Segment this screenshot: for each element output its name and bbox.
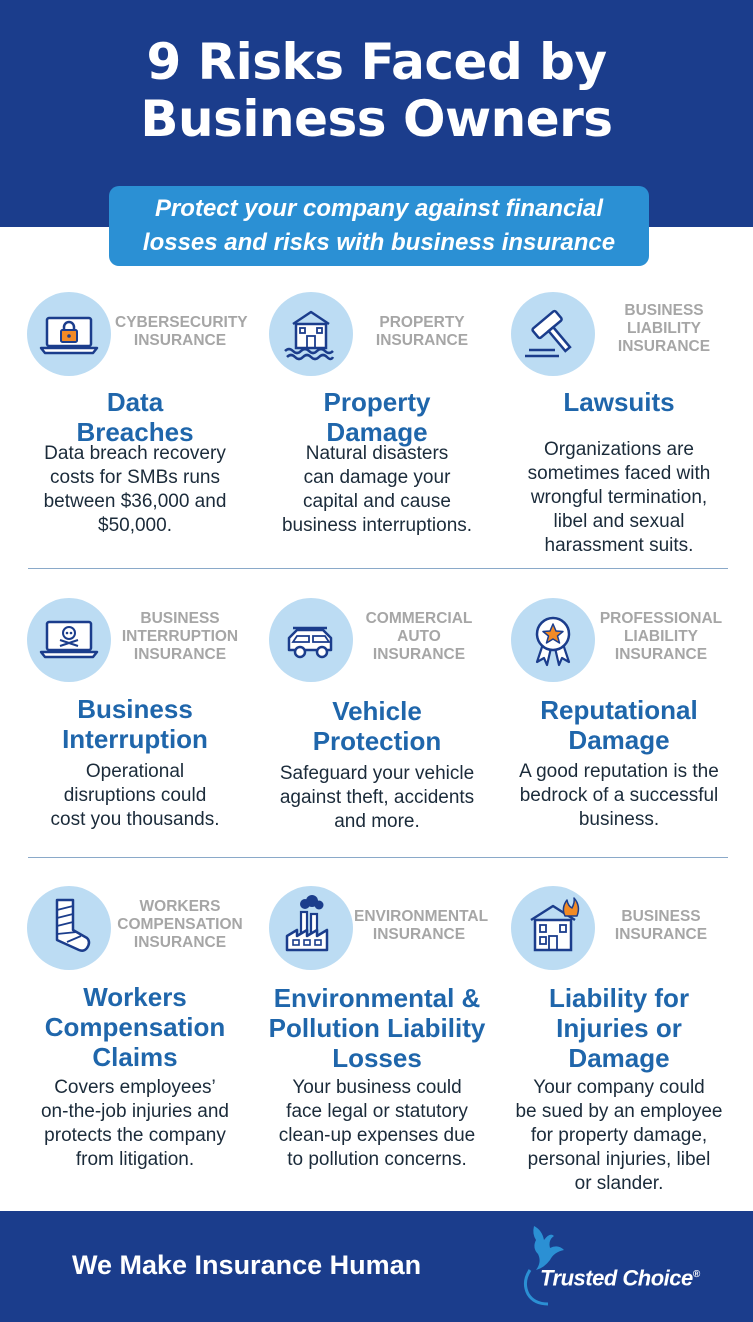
risk-title-line: Claims	[92, 1042, 178, 1072]
insurance-label-line: PROPERTY	[379, 314, 465, 331]
risk-description	[15, 442, 255, 538]
risk-title-line: Vehicle	[332, 696, 422, 726]
insurance-label-line: BUSINESS	[624, 302, 704, 319]
leg-cast-icon	[27, 886, 111, 970]
risk-description-line: Safeguard your vehicle	[279, 763, 475, 784]
risk-description-line: business interruptions.	[281, 515, 473, 536]
risk-title-line: Losses	[332, 1043, 422, 1073]
risk-card-environmental-pollution	[257, 886, 497, 1206]
insurance-label	[115, 314, 248, 350]
risk-description-line: Covers employees’	[54, 1077, 216, 1098]
risk-title-line: Protection	[312, 726, 442, 756]
risk-title-line: Liability for	[548, 983, 690, 1013]
risk-description-line: Data breach recovery	[44, 443, 226, 464]
risk-title-line: Environmental &	[273, 983, 481, 1013]
risk-description	[257, 1076, 497, 1172]
insurance-label-line: INSURANCE	[614, 926, 708, 943]
brand-name	[540, 1262, 700, 1291]
risk-title-line: Reputational	[540, 695, 698, 725]
insurance-label	[115, 898, 245, 952]
risk-title	[257, 387, 497, 447]
risk-card-property-damage	[257, 290, 497, 560]
insurance-label-line: INSURANCE	[375, 332, 469, 349]
insurance-label-line: BUSINESS	[140, 610, 220, 627]
insurance-label	[599, 302, 729, 356]
risk-description-line: for property damage,	[530, 1125, 708, 1146]
insurance-label-line: INSURANCE	[372, 646, 466, 663]
risk-title-line: Injuries or	[556, 1013, 682, 1043]
subtitle-line-2: losses and risks with business insurance	[142, 229, 616, 256]
risk-card-reputational-damage	[499, 598, 739, 848]
insurance-label	[354, 908, 489, 944]
insurance-label-line: ENVIRONMENTAL	[354, 908, 489, 925]
risk-description-line: sometimes faced with	[527, 463, 711, 484]
insurance-label	[596, 610, 726, 664]
risk-description-line: business.	[578, 809, 660, 830]
risk-title-line: Interruption	[62, 724, 208, 754]
insurance-label-line: INSURANCE	[133, 332, 227, 349]
risk-title	[499, 695, 739, 755]
row-divider	[28, 568, 728, 569]
insurance-label	[596, 908, 726, 944]
risk-description-line: harassment suits.	[544, 535, 694, 556]
page-title-line-1: 9 Risks Faced by	[146, 33, 607, 91]
risk-title	[257, 696, 497, 756]
risk-title	[15, 694, 255, 754]
risk-title	[257, 983, 497, 1073]
risk-description	[499, 760, 739, 832]
risk-title	[499, 983, 739, 1073]
risk-description-line: protects the company	[44, 1125, 226, 1146]
risk-title	[15, 387, 255, 447]
risk-description-line: A good reputation is the	[519, 761, 719, 782]
risk-description	[499, 438, 739, 558]
risk-description-line: be sued by an employee	[515, 1101, 723, 1122]
risk-description-line: against theft, accidents	[279, 787, 475, 808]
risk-description	[257, 762, 497, 834]
risk-description-line: from litigation.	[75, 1149, 195, 1170]
risk-description-line: on-the-job injuries and	[40, 1101, 229, 1122]
insurance-label-line: LIABILITY	[626, 320, 702, 337]
risk-title-line: Damage	[568, 1043, 670, 1073]
risk-description-line: disruptions could	[63, 785, 207, 806]
insurance-label-line: INTERRUPTION	[121, 628, 239, 645]
risk-description-line: and more.	[334, 811, 420, 832]
risk-description-line: Operational	[85, 761, 185, 782]
insurance-label-line: BUSINESS	[621, 908, 701, 925]
car-icon	[269, 598, 353, 682]
risk-title-line: Lawsuits	[563, 387, 675, 417]
risk-title-line: Breaches	[76, 417, 194, 447]
insurance-label	[115, 610, 245, 664]
risk-card-business-interruption	[15, 598, 255, 848]
insurance-label-line: WORKERS	[139, 898, 221, 915]
risk-description-line: clean-up expenses due	[278, 1125, 476, 1146]
risk-card-data-breaches	[15, 290, 255, 560]
insurance-label-line: CYBERSECURITY	[115, 314, 248, 331]
risk-description-line: cost you thousands.	[50, 809, 220, 830]
laptop-skull-icon	[27, 598, 111, 682]
risk-description-line: wrongful termination,	[530, 487, 708, 508]
risk-description-line: personal injuries, libel	[527, 1149, 711, 1170]
risk-title	[15, 982, 255, 1072]
risk-description-line: to pollution concerns.	[287, 1149, 467, 1170]
insurance-label-line: INSURANCE	[614, 646, 708, 663]
award-star-icon	[511, 598, 595, 682]
insurance-label-line: INSURANCE	[133, 646, 227, 663]
risk-title-line: Business	[77, 694, 193, 724]
insurance-label-line: AUTO	[397, 628, 441, 645]
risk-card-workers-compensation	[15, 886, 255, 1206]
insurance-label-line: COMPENSATION	[117, 916, 243, 933]
gavel-icon	[511, 292, 595, 376]
insurance-label-line: LIABILITY	[623, 628, 699, 645]
risk-description-line: can damage your	[303, 467, 451, 488]
factory-pollution-icon	[269, 886, 353, 970]
insurance-label-line: PROFESSIONAL	[599, 610, 723, 627]
row-divider	[28, 857, 728, 858]
insurance-label-line: INSURANCE	[133, 934, 227, 951]
brand-name-text: Trusted Choice	[540, 1265, 693, 1291]
risk-description-line: costs for SMBs runs	[50, 467, 220, 488]
risk-description	[15, 1076, 255, 1172]
risk-description	[15, 760, 255, 832]
insurance-label-line: INSURANCE	[372, 926, 466, 943]
page-title-line-2: Business Owners	[140, 90, 613, 148]
subtitle-line-1: Protect your company against financial	[154, 195, 604, 222]
risk-title-line: Property	[323, 387, 431, 417]
risk-title-line: Workers	[83, 982, 187, 1012]
risk-title-line: Compensation	[44, 1012, 226, 1042]
risk-card-vehicle-protection	[257, 598, 497, 848]
risk-description-line: face legal or statutory	[286, 1101, 468, 1122]
risk-description-line: Organizations are	[544, 439, 694, 460]
page-title	[0, 34, 753, 148]
risk-description	[257, 442, 497, 538]
subtitle-banner	[109, 186, 649, 266]
insurance-label	[354, 610, 484, 664]
registered-mark: ®	[692, 1269, 700, 1280]
footer-tagline: We Make Insurance Human	[72, 1250, 422, 1280]
risk-description-line: Your business could	[292, 1077, 462, 1098]
insurance-label	[357, 314, 487, 350]
building-fire-icon	[511, 886, 595, 970]
risk-description-line: Your company could	[533, 1077, 705, 1098]
risk-title-line: Damage	[326, 417, 428, 447]
risk-description	[499, 1076, 739, 1196]
risk-description-line: Natural disasters	[305, 443, 449, 464]
risk-title-line: Data	[106, 387, 164, 417]
risk-description-line: bedrock of a successful	[519, 785, 719, 806]
risk-description-line: between $36,000 and	[43, 491, 227, 512]
insurance-label-line: COMMERCIAL	[365, 610, 473, 627]
risk-description-line: capital and cause	[303, 491, 451, 512]
house-flood-icon	[269, 292, 353, 376]
risk-card-liability-injuries	[499, 886, 739, 1206]
risk-title-line: Pollution Liability	[268, 1013, 486, 1043]
risk-description-line: $50,000.	[98, 515, 172, 536]
laptop-lock-icon	[27, 292, 111, 376]
risk-description-line: or slander.	[574, 1173, 664, 1194]
risk-description-line: libel and sexual	[553, 511, 685, 532]
risk-title-line: Damage	[568, 725, 670, 755]
risk-title	[499, 387, 739, 417]
insurance-label-line: INSURANCE	[617, 338, 711, 355]
risk-card-lawsuits	[499, 290, 739, 560]
